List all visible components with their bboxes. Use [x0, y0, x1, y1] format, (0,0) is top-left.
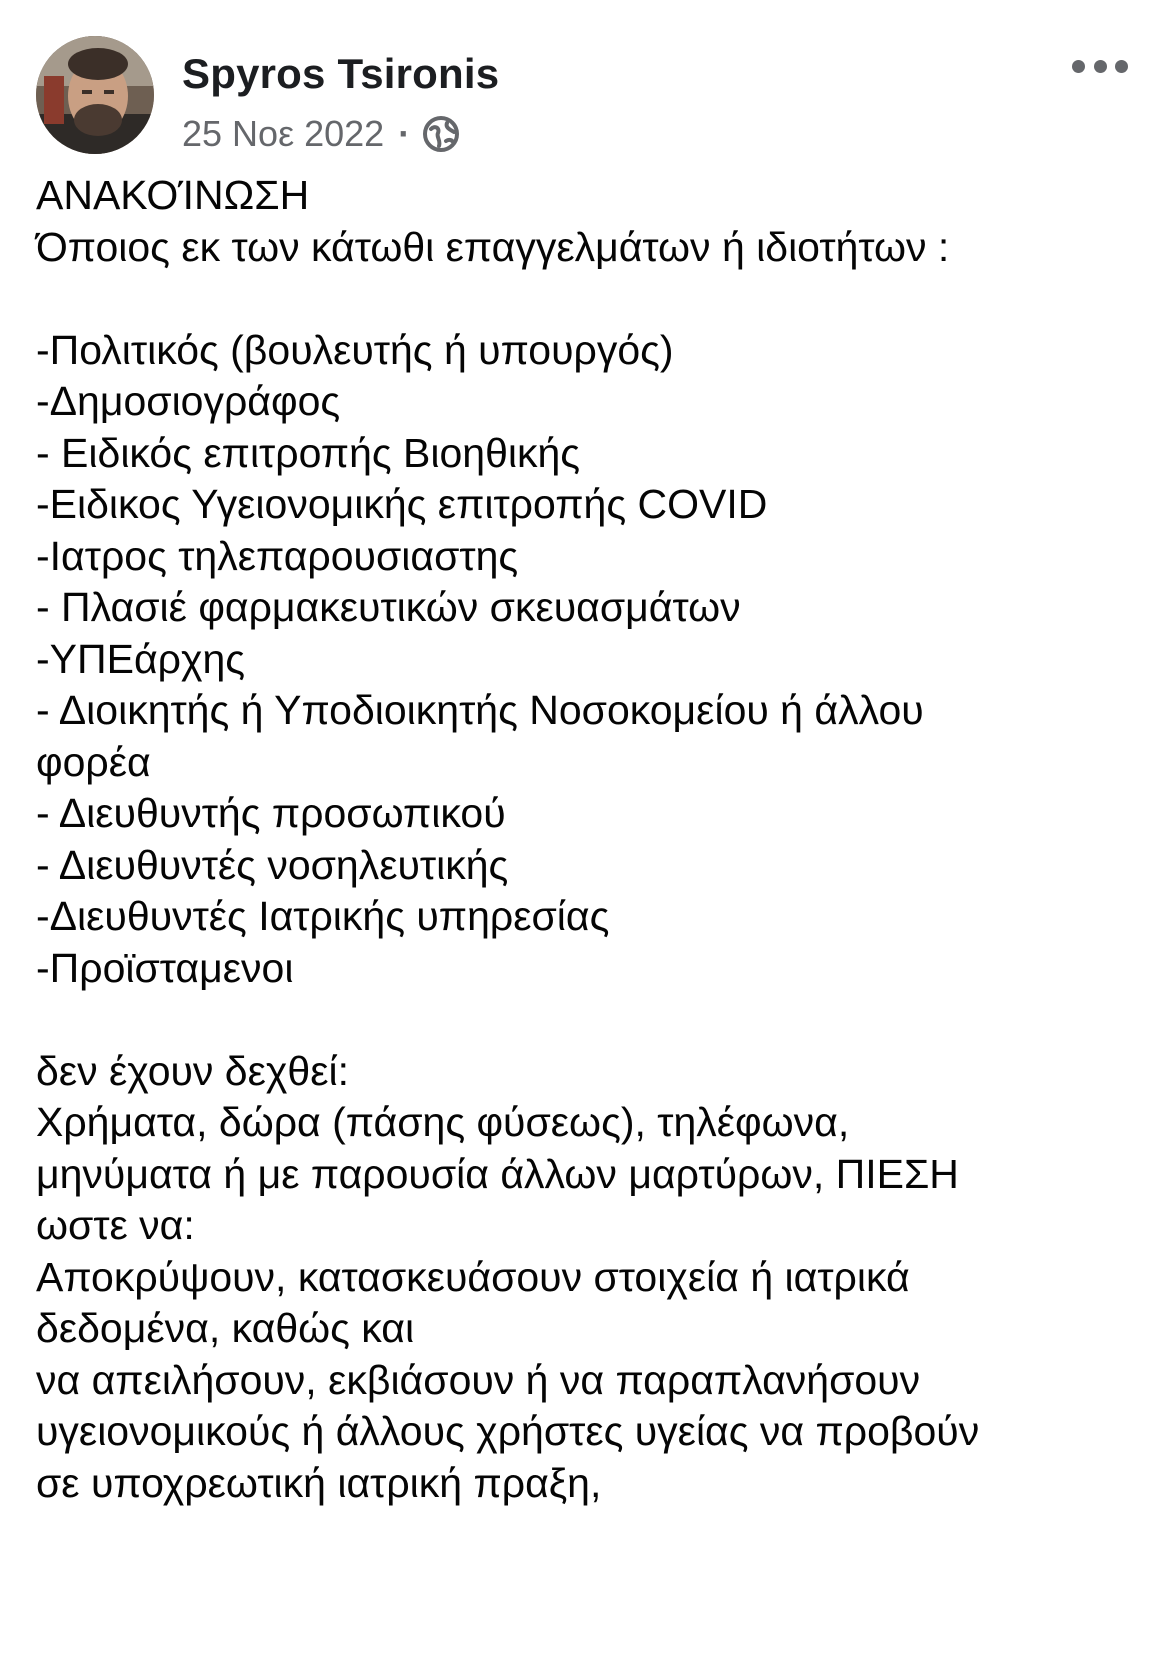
- author-name[interactable]: Spyros Tsironis: [182, 50, 500, 97]
- post-line: -Διευθυντές Ιατρικής υπηρεσίας: [36, 893, 610, 939]
- post-date[interactable]: 25 Νοε 2022: [182, 113, 385, 154]
- post-meta: [182, 112, 460, 156]
- author-avatar[interactable]: [36, 36, 154, 154]
- post-text: [36, 170, 1136, 1509]
- post-line: Όποιος εκ των κάτωθι επαγγελμάτων ή ιδιοτήτων :: [36, 223, 950, 270]
- post-line: δεδομένα, καθώς και: [36, 1305, 415, 1351]
- post-line: ωστε να:: [36, 1202, 195, 1248]
- post-line: -Πολιτικός (βουλευτής ή υπουργός): [36, 326, 674, 373]
- post-line: δεν έχουν δεχθεί:: [36, 1047, 350, 1094]
- post-line: -Ειδικος Υγειονομικής επιτροπής COVID: [36, 481, 768, 527]
- globe-icon[interactable]: [422, 115, 460, 153]
- avatar-photo: [36, 36, 154, 154]
- post-line: - Διοικητής ή Υποδιοικητής Νοσοκομείου ή άλλου: [36, 687, 924, 733]
- post-line: -Ιατρος τηλεπαρουσιαστης: [36, 532, 519, 579]
- meta-separator: ·: [398, 113, 411, 154]
- post-line: φορέα: [36, 738, 151, 785]
- post-line: -ΥΠΕάρχης: [36, 635, 246, 682]
- post-line: Χρήματα, δώρα (πάσης φύσεως), τηλέφωνα,: [36, 1099, 850, 1145]
- post-line: - Διευθυντές νοσηλευτικής: [36, 841, 509, 888]
- post-line: -Δημοσιογράφος: [36, 378, 341, 424]
- post-line: [36, 273, 1136, 325]
- post-line: -Προϊσταμενοι: [36, 944, 294, 991]
- post-line: να απειλήσουν, εκβιάσουν ή να παραπλανήσουν: [36, 1356, 921, 1403]
- post-line: - Διευθυντής προσωπικού: [36, 790, 506, 836]
- post-line: - Πλασιέ φαρμακευτικών σκευασμάτων: [36, 584, 741, 630]
- post-line: σε υποχρεωτική ιατρική πραξη,: [36, 1459, 602, 1506]
- post-header: [36, 36, 1136, 156]
- post-line: ΑΝΑΚΟΊΝΩΣΗ: [36, 172, 310, 218]
- post-line: Αποκρύψουν, κατασκευάσουν στοιχεία ή ιατρικά: [36, 1253, 910, 1300]
- more-options-icon[interactable]: [1072, 56, 1128, 76]
- post-line: υγειονομικούς ή άλλους χρήστες υγείας να προβούν: [36, 1408, 980, 1454]
- post-line: μηνύματα ή με παρουσία άλλων μαρτύρων, ΠΙΕΣΗ: [36, 1150, 959, 1197]
- post-line: - Ειδικός επιτροπής Βιοηθικής: [36, 429, 581, 476]
- post-line: [36, 994, 1136, 1046]
- more-dot: [1115, 60, 1128, 73]
- more-dot: [1072, 60, 1085, 73]
- more-dot: [1094, 60, 1107, 73]
